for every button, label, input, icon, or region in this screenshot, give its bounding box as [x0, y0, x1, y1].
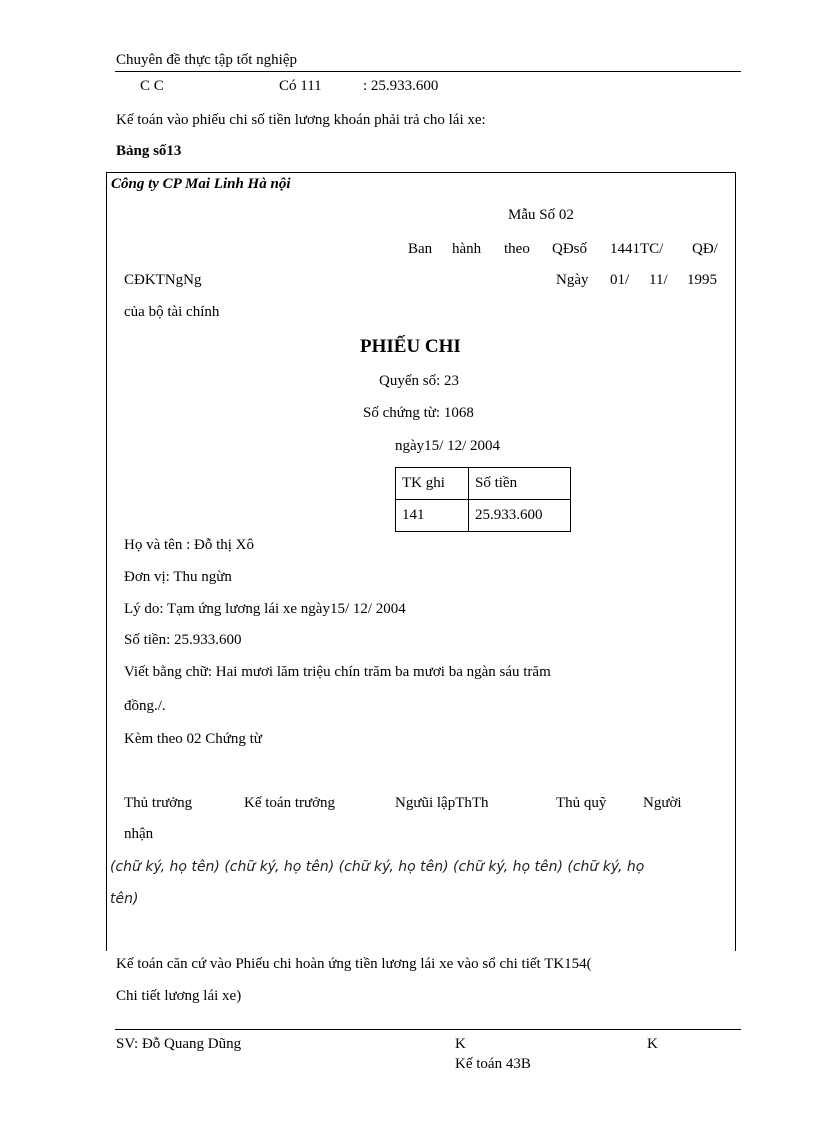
- signatory-receiver: Người: [643, 795, 682, 811]
- date-word-3: 11/: [649, 272, 668, 288]
- issued-word-3: theo: [504, 241, 530, 257]
- payment-reason: Lý do: Tạm ứng lương lái xe ngày15/ 12/ 2004: [124, 601, 406, 617]
- signatory-director: Thủ trưởng: [124, 795, 193, 811]
- signatory-chief-accountant: Kế toán trưởng: [244, 795, 336, 811]
- footer-student: SV: Đỗ Quang Dũng: [116, 1036, 242, 1052]
- running-header: Chuyên đề thực tập tốt nghiệp: [116, 52, 298, 68]
- entry-amount: : 25.933.600: [363, 78, 439, 94]
- footer-class: Kế toán 43B: [455, 1056, 531, 1072]
- date-word-2: 01/: [610, 272, 630, 288]
- issued-word-2: hành: [452, 241, 482, 257]
- date-word-1: Ngày: [556, 272, 589, 288]
- ministry: của bộ tài chính: [124, 304, 220, 320]
- closing-line-2: Chi tiết lương lái xe): [116, 988, 242, 1004]
- payee-name: Họ và tên : Đỗ thị Xô: [124, 537, 254, 553]
- table-header-row: [396, 468, 571, 500]
- amount-in-words-end: đồng./.: [124, 698, 166, 714]
- cell-amount: 25.933.600: [469, 500, 571, 532]
- header-rule: [115, 71, 741, 72]
- header-account: TK ghi: [396, 468, 469, 500]
- table-label: Bảng số13: [116, 143, 182, 159]
- attached-documents: Kèm theo 02 Chứng từ: [124, 731, 262, 747]
- date-word-4: 1995: [687, 272, 717, 288]
- voucher-date: ngày15/ 12/ 2004: [395, 438, 500, 454]
- header-amount: Số tiền: [469, 468, 571, 500]
- signature-hint-line: (chữ ký, họ tên) (chữ ký, họ tên) (chữ ký, họ tên) (chữ ký, họ tên) (chữ ký, họ: [110, 859, 645, 875]
- signatory-preparer: Ngưũi lậpThTh: [395, 795, 489, 811]
- voucher-title: PHIẾU CHI: [360, 336, 461, 357]
- signatory-cashier: Thủ quỹ: [556, 795, 607, 811]
- amount-in-words: Viết bằng chữ: Hai mươi lăm triệu chín trăm ba mươi ba ngàn sáu trăm: [124, 664, 551, 680]
- signature-hint-wrap: tên): [110, 891, 139, 907]
- signatory-receiver-wrap: nhận: [124, 826, 154, 842]
- cell-account: 141: [396, 500, 469, 532]
- footer-rule: [115, 1029, 741, 1030]
- cdkt-code: CĐKTNgNg: [124, 272, 202, 288]
- book-number: Quyển số: 23: [379, 373, 459, 389]
- footer-k-right: K: [647, 1036, 658, 1052]
- table-row: [396, 500, 571, 532]
- issued-word-1: Ban: [408, 241, 433, 257]
- footer-k-left: K: [455, 1036, 466, 1052]
- payment-amount: Số tiền: 25.933.600: [124, 632, 242, 648]
- form-number: Mẫu Số 02: [508, 207, 574, 223]
- entry-account: Có 111: [279, 78, 322, 94]
- issued-word-5: 1441TC/: [610, 241, 664, 257]
- company-name: Công ty CP Mai Linh Hà nội: [111, 176, 291, 192]
- payee-unit: Đơn vị: Thu ngừn: [124, 569, 232, 585]
- closing-line-1: Kế toán căn cứ vào Phiếu chi hoàn ứng tiền lương lái xe vào sổ chi tiết TK154(: [116, 956, 592, 972]
- document-number: Số chứng từ: 1068: [363, 405, 474, 421]
- intro-line: Kế toán vào phiếu chi số tiền lương khoán phải trả cho lái xe:: [116, 112, 486, 128]
- issued-word-6: QĐ/: [692, 241, 718, 257]
- entry-left: C C: [140, 78, 164, 94]
- issued-word-4: QĐsố: [552, 241, 588, 257]
- account-table: [395, 467, 571, 532]
